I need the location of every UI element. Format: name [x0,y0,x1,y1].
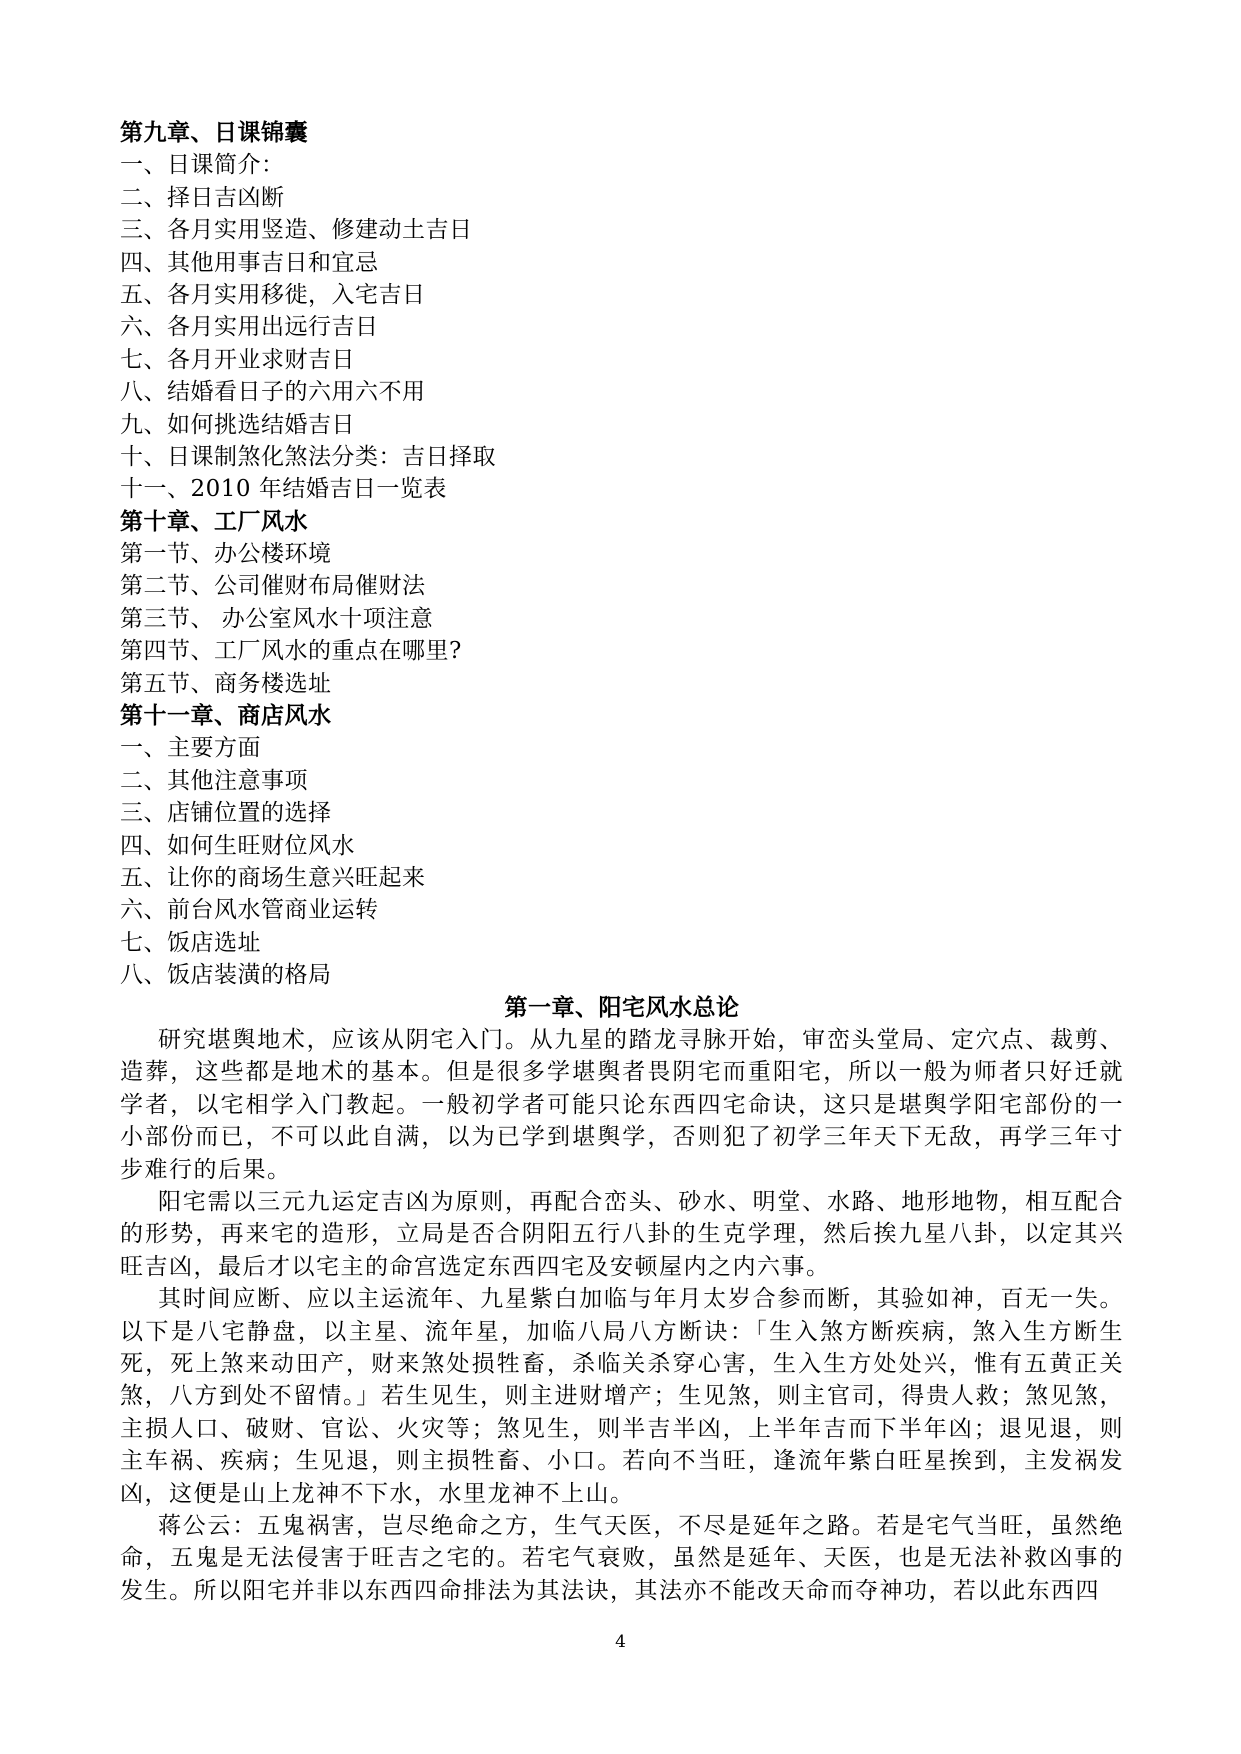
toc-item: 四、其他用事吉日和宜忌 [120,249,379,276]
toc-item: 三、各月实用竖造、修建动土吉日 [120,217,473,244]
page-content [120,117,1124,1607]
toc-item: 十一、2010 年结婚吉日一览表 [120,476,447,503]
toc-item: 八、结婚看日子的六用六不用 [120,379,426,406]
toc-item: 一、主要方面 [120,735,261,762]
toc-item: 三、店铺位置的选择 [120,800,332,827]
toc-item: 十、日课制煞化煞法分类：吉日择取 [120,443,496,470]
toc-item: 第四节、工厂风水的重点在哪里? [120,638,462,665]
chapter-10-heading: 第十章、工厂风水 [120,507,308,535]
toc-item: 二、择日吉凶断 [120,184,285,211]
toc-item: 第二节、公司催财布局催财法 [120,573,426,600]
chapter-1-title: 第一章、阳宅风水总论 [504,993,740,1021]
page-number: 4 [615,1632,626,1652]
toc-item: 八、饭店装潢的格局 [120,962,332,989]
toc-item: 六、前台风水管商业运转 [120,897,379,924]
chapter-9-heading: 第九章、日课锦囊 [120,119,308,146]
toc-item: 九、如何挑选结婚吉日 [120,411,355,438]
chapter-11-heading: 第十一章、商店风水 [120,702,332,730]
toc-item: 四、如何生旺财位风水 [120,832,355,859]
toc-item: 五、各月实用移徙，入宅吉日 [120,281,426,308]
toc-item: 二、其他注意事项 [120,767,308,794]
toc-item: 第三节、 办公室风水十项注意 [120,605,434,632]
toc-item: 第五节、商务楼选址 [120,670,332,697]
body-paragraph: 研究堪舆地术，应该从阴宅入门。从九星的踏龙寻脉开始，审峦头堂局、定穴点、裁剪、造葬，这些都是地术的基本。但是很多学堪舆者畏阴宅而重阳宅，所以一般为师者只好迁就学者，以宅相学入门教起。一般初学者可能只论东西四宅命诀，这只是堪舆学阳宅部份的一小部份而已，不可以此自满，以为已学到堪舆学，否则犯了初学三年天下无敌，再学三年寸步难行的后果。 [120,1026,1124,1183]
toc-item: 七、饭店选址 [120,929,261,956]
body-paragraph: 蒋公云：五鬼祸害，岂尽绝命之方，生气天医，不尽是延年之路。若是宅气当旺，虽然绝命，五鬼是无法侵害于旺吉之宅的。若宅气衰败，虽然是延年、天医，也是无法补救凶事的发生。所以阳宅并非以东西四命排法为其法诀，其法亦不能改天命而夺神功，若以此东西四 [120,1513,1124,1604]
toc-item: 六、各月实用出远行吉日 [120,314,379,341]
toc-item: 第一节、办公楼环境 [120,541,332,568]
toc-item: 五、让你的商场生意兴旺起来 [120,864,426,891]
body-paragraph: 其时间应断、应以主运流年、九星紫白加临与年月太岁合参而断，其验如神，百无一失。以下是八宅静盘，以主星、流年星，加临八局八方断诀：「生入煞方断疾病，煞入生方断生死，死上煞来动田产，财来煞处损牲畜，杀临关杀穿心害，生入生方处处兴，惟有五黄正关煞，八方到处不留情。」若生见生，则主进财增产；生见煞，则主官司，得贵人救；煞见煞，主损人口、破财、官讼、火灾等；煞见生，则半吉半凶，上半年吉而下半年凶；退见退，则主车祸、疾病；生见退，则主损牲畜、小口。若向不当旺，逢流年紫白旺星挨到，主发祸发凶，这便是山上龙神不下水，水里龙神不上山。 [120,1286,1124,1507]
toc-item: 七、各月开业求财吉日 [120,346,355,373]
body-paragraph: 阳宅需以三元九运定吉凶为原则，再配合峦头、砂水、明堂、水路、地形地物，相互配合的形势，再来宅的造形，立局是否合阴阳五行八卦的生克学理，然后挨九星八卦，以定其兴旺吉凶，最后才以宅主的命宫选定东西四宅及安顿屋内之内六事。 [120,1188,1124,1280]
toc-item: 一、日课简介： [120,152,285,179]
